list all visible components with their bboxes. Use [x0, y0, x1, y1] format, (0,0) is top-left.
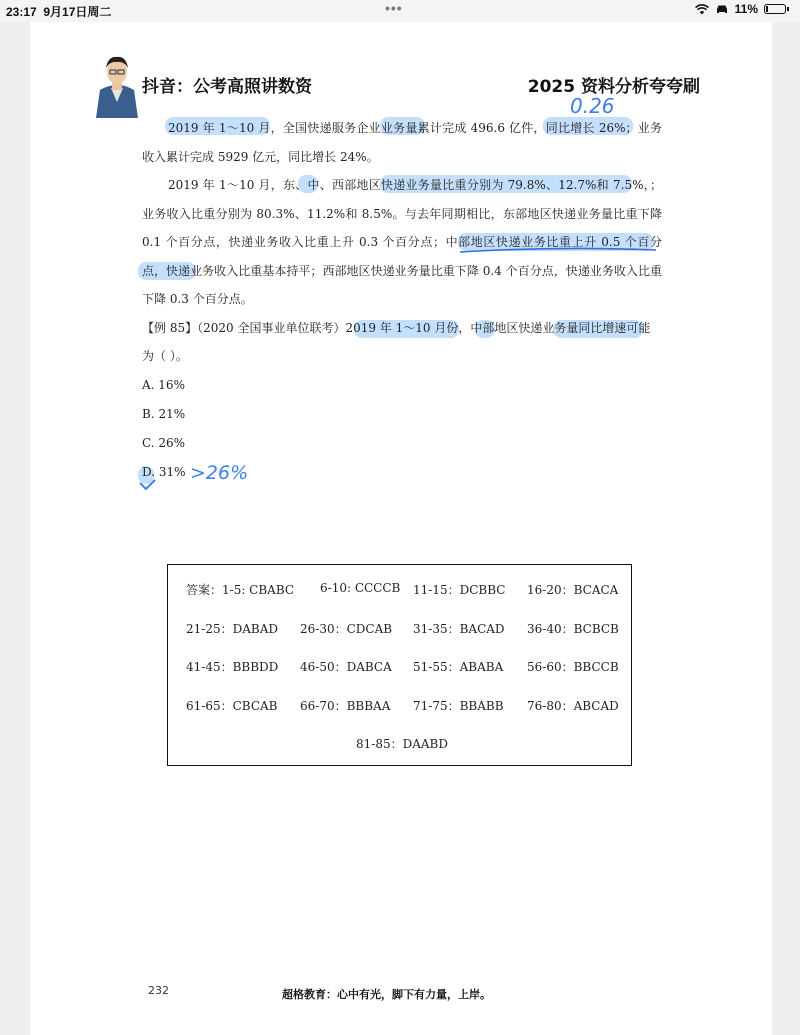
option-b: B. 21% [142, 406, 186, 421]
battery-icon [764, 4, 786, 14]
document-page [30, 22, 772, 1035]
answer-cell: 36-40：BCBCB [527, 622, 619, 636]
answer-cell: 31-35：BACAD [413, 622, 505, 636]
footer-slogan: 超格教育：心中有光，脚下有力量，上岸。 [282, 988, 491, 1001]
answer-row [168, 735, 633, 755]
answer-cell: 81-85：DAABD [356, 737, 448, 751]
answer-key [167, 564, 632, 766]
answer-row [168, 581, 633, 601]
answer-row [168, 620, 633, 640]
answer-cell: 6-10: CCCCB [320, 581, 401, 595]
answer-cell: 21-25：DABAD [186, 622, 278, 636]
passage-paragraph-2: 2019 年 1～10 月，东、中、西部地区快递业务量比重分别为 79.8%、12.7%和 7.5%，；业务收入比重分别为 80.3%、11.2%和 8.5%。与去年同期相比，东部地区快递业务量比重下降 0.1 个百分点，快递业务收入比重上升 0.3 个百分点；中部地区快递业务比重上升 0.5 个百分点，快递业务收入比重基本持平；西部地区快递业务量比重下降 0.4 个百分点，快递业务收入比重下降 0.3 个百分点。 [142, 178, 662, 306]
answer-cell: 答案：1-5: CBABC [186, 583, 295, 597]
answer-cell: 56-60：BBCCB [527, 660, 619, 674]
option-a: A. 16% [142, 377, 185, 392]
passage [142, 114, 662, 487]
handwritten-note-side: >26% [190, 462, 249, 484]
status-bar [0, 0, 800, 22]
answer-cell: 61-65：CBCAB [186, 699, 278, 713]
answer-cell: 46-50：DABCA [300, 660, 392, 674]
answer-cell: 66-70：BBBAA [300, 699, 391, 713]
answer-row [168, 697, 633, 717]
handwritten-note-top: 0.26 [570, 94, 615, 118]
answer-cell: 51-55：ABABA [413, 660, 504, 674]
answer-cell: 71-75：BBABB [413, 699, 504, 713]
teacher-avatar [92, 50, 142, 118]
header-left-title: 抖音：公考高照讲数资 [142, 77, 312, 97]
battery-percent: 11% [734, 2, 758, 16]
page-number: 232 [148, 984, 169, 997]
status-time: 23:17 9月17日周二 [6, 5, 112, 19]
answer-cell: 11-15：DCBBC [413, 583, 506, 597]
answer-cell: 41-45：BBBDD [186, 660, 279, 674]
multitasking-dots-icon[interactable]: ••• [385, 0, 403, 16]
wifi-icon [695, 4, 709, 15]
answer-cell: 76-80：ABCAD [527, 699, 619, 713]
question-stem: 【例 85】（2020 全国事业单位联考）2019 年 1～10 月份，中部地区快递业务量同比增速可能为（ ）。 [142, 320, 651, 363]
header-right-title: 2025 资料分析夸夸刷 [527, 77, 700, 97]
car-icon [715, 4, 729, 15]
option-c: C. 26% [142, 435, 186, 450]
answer-cell: 16-20：BCACA [527, 583, 619, 597]
status-indicators [695, 2, 786, 16]
answer-cell: 26-30：CDCAB [300, 622, 393, 636]
option-d: D. 31% [142, 464, 186, 479]
status-date: 9月17日周二 [43, 5, 112, 19]
passage-paragraph-1: 2019 年 1～10 月，全国快递服务企业业务量累计完成 496.6 亿件，同比增长 26%；业务收入累计完成 5929 亿元，同比增长 24%。 [142, 121, 662, 164]
answer-row [168, 658, 633, 678]
